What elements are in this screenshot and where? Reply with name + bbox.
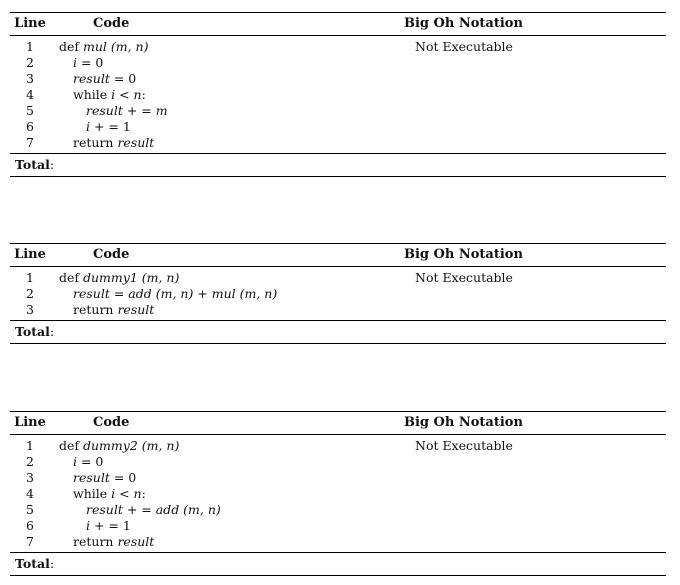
- line-number: 6: [26, 518, 34, 533]
- complexity-table-mul: [10, 12, 666, 178]
- code-operator: =: [109, 286, 129, 301]
- big-oh-value: Not Executable: [415, 39, 513, 54]
- table-top-rule: [10, 12, 666, 13]
- code-operator: = 0: [109, 470, 137, 485]
- complexity-table-dummy2: [10, 411, 666, 577]
- total-rule: [10, 320, 666, 321]
- total-rule: [10, 153, 666, 154]
- code-expression: add (m, n): [155, 502, 221, 517]
- code-line: [73, 302, 154, 317]
- line-number: 2: [26, 286, 34, 301]
- line-number: 5: [26, 103, 34, 118]
- header-big-oh: Big Oh Notation: [404, 415, 523, 430]
- line-number: 4: [26, 486, 34, 501]
- code-variable: result: [73, 71, 110, 86]
- total-label: Total: [15, 324, 50, 339]
- code-variable: result: [117, 302, 155, 317]
- header-line: Line: [14, 415, 46, 430]
- header-rule: [10, 434, 666, 435]
- code-keyword: def: [59, 438, 83, 453]
- code-line: [73, 71, 136, 86]
- header-code: Code: [93, 415, 130, 430]
- total-label: Total: [15, 556, 50, 571]
- line-number: 4: [26, 87, 34, 102]
- code-line: [73, 486, 146, 501]
- code-line: [73, 135, 154, 150]
- header-code: Code: [93, 247, 130, 262]
- table-bottom-rule: [10, 343, 666, 344]
- total-colon: :: [49, 157, 55, 172]
- header-line: Line: [14, 16, 46, 31]
- total-rule: [10, 552, 666, 553]
- total-row: [15, 324, 54, 339]
- code-keyword: def: [59, 39, 83, 54]
- code-operator: + = 1: [90, 119, 131, 134]
- code-keyword: return: [73, 302, 118, 317]
- code-line: [59, 39, 148, 54]
- header-big-oh: Big Oh Notation: [404, 247, 523, 262]
- header-line: Line: [14, 247, 46, 262]
- code-operator: = 0: [109, 71, 137, 86]
- code-variable: result: [73, 470, 110, 485]
- line-number: 3: [26, 71, 34, 86]
- code-variable: result: [117, 135, 155, 150]
- code-variable: result: [117, 534, 155, 549]
- code-line: [59, 270, 179, 285]
- code-line: [86, 119, 131, 134]
- code-line: [73, 534, 154, 549]
- table-top-rule: [10, 243, 666, 244]
- code-line: [73, 470, 136, 485]
- line-number: 6: [26, 119, 34, 134]
- table-bottom-rule: [10, 575, 666, 576]
- code-expression: dummy2 (m, n): [83, 438, 180, 453]
- code-expression: mul (m, n): [83, 39, 149, 54]
- code-variable: result: [73, 286, 110, 301]
- code-keyword: while: [73, 486, 112, 501]
- line-number: 2: [26, 55, 34, 70]
- code-line: [59, 438, 179, 453]
- code-operator: + = 1: [90, 518, 131, 533]
- code-keyword: return: [73, 135, 118, 150]
- code-variable: i: [73, 55, 77, 70]
- total-row: [15, 556, 54, 571]
- header-rule: [10, 266, 666, 267]
- header-big-oh: Big Oh Notation: [404, 16, 523, 31]
- code-line: [73, 55, 103, 70]
- big-oh-value: Not Executable: [415, 438, 513, 453]
- code-variable: i: [86, 518, 90, 533]
- code-variable: i: [73, 454, 77, 469]
- code-operator: = 0: [77, 454, 104, 469]
- code-expression: add (m, n) + mul (m, n): [128, 286, 278, 301]
- code-operator: + =: [122, 502, 156, 517]
- code-variable: i: [86, 119, 90, 134]
- line-number: 5: [26, 502, 34, 517]
- header-code: Code: [93, 16, 130, 31]
- line-number: 1: [26, 39, 34, 54]
- line-number: 7: [26, 135, 34, 150]
- code-line: [73, 286, 277, 301]
- code-condition: i < n: [111, 87, 142, 102]
- big-oh-value: Not Executable: [415, 270, 513, 285]
- code-condition: i < n: [111, 486, 142, 501]
- code-line: [86, 103, 168, 118]
- line-number: 3: [26, 470, 34, 485]
- total-colon: :: [49, 324, 55, 339]
- total-label: Total: [15, 157, 50, 172]
- code-operator: + =: [122, 103, 156, 118]
- code-line: [86, 518, 131, 533]
- line-number: 7: [26, 534, 34, 549]
- line-number: 2: [26, 454, 34, 469]
- code-variable: m: [155, 103, 168, 118]
- code-keyword: def: [59, 270, 83, 285]
- code-line: [73, 87, 146, 102]
- code-variable: result: [86, 103, 123, 118]
- code-keyword: while: [73, 87, 112, 102]
- header-rule: [10, 35, 666, 36]
- code-line: [73, 454, 103, 469]
- line-number: 1: [26, 270, 34, 285]
- code-colon: :: [141, 87, 146, 102]
- code-operator: = 0: [77, 55, 104, 70]
- line-number: 1: [26, 438, 34, 453]
- code-colon: :: [141, 486, 146, 501]
- complexity-table-dummy1: [10, 243, 666, 345]
- code-keyword: return: [73, 534, 118, 549]
- table-top-rule: [10, 411, 666, 412]
- code-expression: dummy1 (m, n): [83, 270, 180, 285]
- table-bottom-rule: [10, 176, 666, 177]
- total-colon: :: [49, 556, 55, 571]
- code-variable: result: [86, 502, 123, 517]
- total-row: [15, 157, 54, 172]
- code-line: [86, 502, 221, 517]
- line-number: 3: [26, 302, 34, 317]
